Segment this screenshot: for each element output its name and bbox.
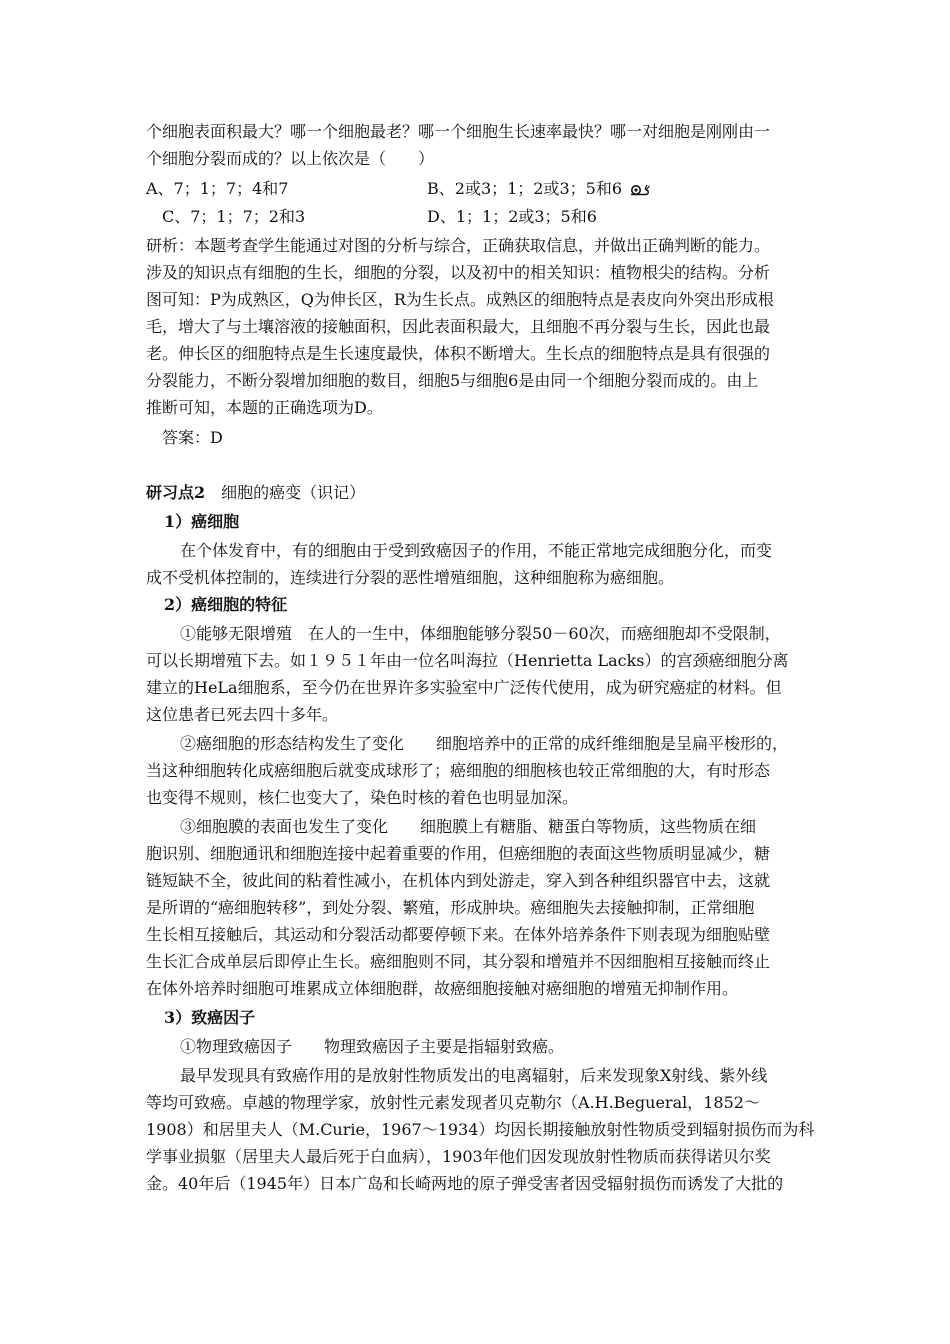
snail-glyph-icon — [628, 183, 650, 197]
answer-line: 答案：D — [162, 428, 223, 447]
body-line: 在体外培养时细胞可堆累成立体细胞群，故癌细胞接触对癌细胞的增殖无抑制作用。 — [146, 979, 739, 998]
body-line: 学事业损躯（居里夫人最后死于白血病），1903年他们因发现放射性物质而获得诺贝尔奖 — [146, 1147, 771, 1166]
body-line: 等均可致癌。卓越的物理学家，放射性元素发现者贝克勒尔（A.H.Begueral，1852～ — [146, 1093, 760, 1112]
body-line: 是所谓的“癌细胞转移”，到处分裂、繁殖，形成肿块。癌细胞失去接触抑制，正常细胞 — [146, 898, 755, 917]
body-line: 生长汇合成单层后即停止生长。癌细胞则不同，其分裂和增殖并不因细胞相互接触而终止 — [146, 952, 771, 971]
analysis-line: 研析：本题考查学生能通过对图的分析与综合，正确获取信息，并做出正确判断的能力。 — [146, 236, 771, 255]
analysis-line: 老。伸长区的细胞特点是生长速度最快，体积不断增大。生长点的细胞特点是具有很强的 — [146, 344, 771, 363]
option-b: B、2或3；1；2或3；5和6 — [427, 179, 623, 198]
body-line: 链短缺不全，彼此间的粘着性减小，在机体内到处游走，穿入到各种组织器官中去，这就 — [146, 871, 771, 890]
analysis-line: 图可知：P为成熟区，Q为伸长区，R为生长点。成熟区的细胞特点是表皮向外突出形成根 — [146, 290, 774, 309]
option-a: A、7；1；7；4和7 — [146, 179, 289, 198]
body-line: ①物理致癌因子 物理致癌因子主要是指辐射致癌。 — [180, 1037, 565, 1056]
body-line: 胞识别、细胞通讯和细胞连接中起着重要的作用，但癌细胞的表面这些物质明显减少，糖 — [146, 844, 771, 863]
section-title-text: 细胞的癌变（识记） — [205, 483, 366, 502]
body-line: 1908）和居里夫人（M.Curie，1967～1934）均因长期接触放射性物质受到辐射损伤而为科 — [146, 1120, 815, 1139]
body-line: ①能够无限增殖 在人的一生中，体细胞能够分裂50－60次，而癌细胞却不受限制， — [180, 624, 781, 643]
body-line: ③细胞膜的表面也发生了变化 细胞膜上有糖脂、糖蛋白等物质，这些物质在细 — [180, 817, 757, 836]
body-line: 这位患者已死去四十多年。 — [146, 705, 339, 724]
body-line: 金。40年后（1945年）日本广岛和长崎两地的原子弹受害者因受辐射损伤而诱发了大批的 — [146, 1174, 784, 1193]
option-b-wrap — [427, 176, 650, 202]
options-row-1 — [146, 176, 846, 202]
question-stem-line-2: 个细胞分裂而成的？以上依次是（ ） — [146, 149, 435, 168]
section-title — [146, 480, 365, 506]
analysis-line: 推断可知，本题的正确选项为D。 — [146, 398, 383, 417]
body-line: 当这种细胞转化成癌细胞后就变成球形了；癌细胞的细胞核也较正常细胞的大，有时形态 — [146, 761, 771, 780]
option-d: D、1；1；2或3；5和6 — [427, 207, 597, 226]
options-row-2 — [162, 204, 862, 230]
subheading-carcinogens: 3）致癌因子 — [164, 1008, 256, 1027]
section-number: 研习点2 — [146, 483, 206, 502]
body-line: 生长相互接触后，其运动和分裂活动都要停顿下来。在体外培养条件下则表现为细胞贴壁 — [146, 925, 771, 944]
body-line: 建立的HeLa细胞系，至今仍在世界许多实验室中广泛传代使用，成为研究癌症的材料。但 — [146, 678, 782, 697]
body-line: ②癌细胞的形态结构发生了变化 细胞培养中的正常的成纤维细胞是呈扁平梭形的， — [180, 734, 789, 753]
body-line: 最早发现具有致癌作用的是放射性物质发出的电离辐射，后来发现象X射线、紫外线 — [180, 1066, 768, 1085]
analysis-line: 涉及的知识点有细胞的生长，细胞的分裂，以及初中的相关知识：植物根尖的结构。分析 — [146, 263, 771, 282]
body-line: 在个体发育中，有的细胞由于受到致癌因子的作用，不能正常地完成细胞分化，而变 — [180, 541, 773, 560]
option-c: C、7；1；7；2和3 — [162, 207, 306, 226]
analysis-line: 毛，增大了与土壤溶液的接触面积，因此表面积最大，且细胞不再分裂与生长，因此也最 — [146, 317, 771, 336]
analysis-line: 分裂能力，不断分裂增加细胞的数目，细胞5与细胞6是由同一个细胞分裂而成的。由上 — [146, 371, 759, 390]
subheading-cancer-cell: 1）癌细胞 — [164, 512, 240, 531]
question-stem-line-1: 个细胞表面积最大？哪一个细胞最老？哪一个细胞生长速率最快？哪一对细胞是刚刚由一 — [146, 122, 771, 141]
body-line: 可以长期增殖下去。如１９５１年由一位名叫海拉（Henrietta Lacks）的宫颈癌细胞分离 — [146, 651, 789, 670]
body-line: 也变得不规则，核仁也变大了，染色时核的着色也明显加深。 — [146, 788, 579, 807]
body-line: 成不受机体控制的，连续进行分裂的恶性增殖细胞，这种细胞称为癌细胞。 — [146, 568, 675, 587]
subheading-cancer-features: 2）癌细胞的特征 — [164, 595, 288, 614]
